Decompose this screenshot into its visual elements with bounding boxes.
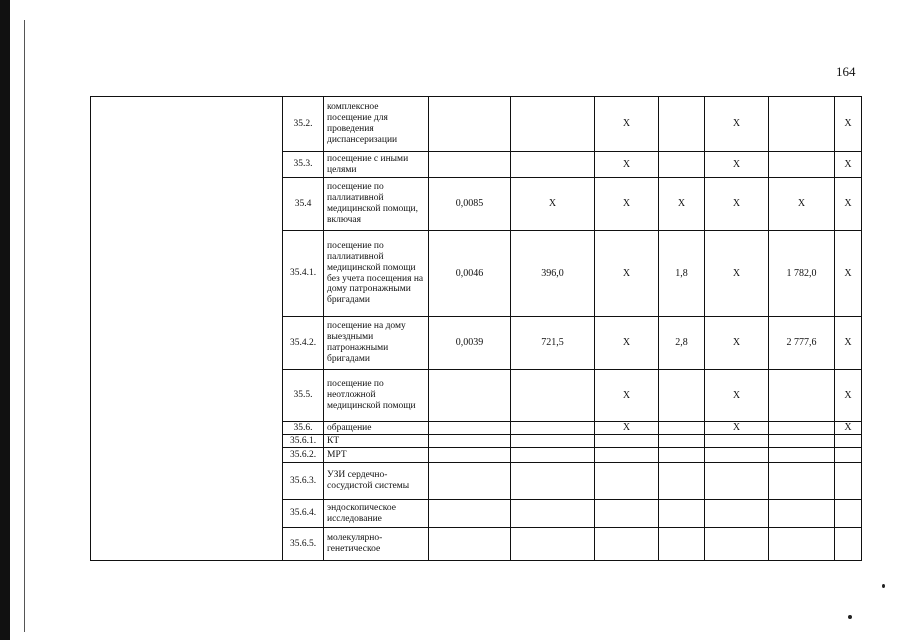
value-cell-7: Х bbox=[835, 317, 862, 370]
norm-volume-cell bbox=[429, 422, 511, 435]
row-number-cell: 35.4.2. bbox=[283, 317, 324, 370]
row-name-cell: МРТ bbox=[324, 448, 429, 463]
norm-volume-cell bbox=[429, 370, 511, 422]
value-cell-4 bbox=[659, 500, 705, 528]
value-cell-3 bbox=[595, 528, 659, 561]
row-number-cell: 35.6. bbox=[283, 422, 324, 435]
norm-cost-cell: 721,5 bbox=[511, 317, 595, 370]
value-cell-6 bbox=[769, 448, 835, 463]
norm-volume-cell bbox=[429, 448, 511, 463]
value-cell-3 bbox=[595, 463, 659, 500]
value-cell-4 bbox=[659, 152, 705, 178]
value-cell-4 bbox=[659, 97, 705, 152]
value-cell-3: Х bbox=[595, 152, 659, 178]
norm-volume-cell bbox=[429, 97, 511, 152]
value-cell-4: Х bbox=[659, 178, 705, 231]
norm-cost-cell bbox=[511, 463, 595, 500]
norm-volume-cell bbox=[429, 152, 511, 178]
value-cell-7 bbox=[835, 435, 862, 448]
value-cell-4 bbox=[659, 448, 705, 463]
value-cell-5: Х bbox=[705, 317, 769, 370]
row-number-cell: 35.2. bbox=[283, 97, 324, 152]
value-cell-6 bbox=[769, 463, 835, 500]
table-body bbox=[91, 97, 862, 561]
value-cell-3: Х bbox=[595, 317, 659, 370]
norm-cost-cell bbox=[511, 448, 595, 463]
norm-cost-cell bbox=[511, 152, 595, 178]
row-name-cell: обращение bbox=[324, 422, 429, 435]
norm-cost-cell bbox=[511, 500, 595, 528]
value-cell-7: Х bbox=[835, 97, 862, 152]
norm-cost-cell: Х bbox=[511, 178, 595, 231]
norm-volume-cell bbox=[429, 500, 511, 528]
value-cell-4 bbox=[659, 463, 705, 500]
scan-speck bbox=[848, 615, 852, 619]
value-cell-6 bbox=[769, 528, 835, 561]
scan-margin-line bbox=[24, 20, 25, 632]
row-number-cell: 35.6.1. bbox=[283, 435, 324, 448]
row-name-cell: комплексное посещение для проведения диспансеризации bbox=[324, 97, 429, 152]
value-cell-7: Х bbox=[835, 231, 862, 317]
norm-volume-cell bbox=[429, 463, 511, 500]
value-cell-6 bbox=[769, 370, 835, 422]
value-cell-5: Х bbox=[705, 231, 769, 317]
row-name-cell: посещение по паллиативной медицинской помощи без учета посещения на дому патронажными бригадами bbox=[324, 231, 429, 317]
value-cell-3: Х bbox=[595, 97, 659, 152]
value-cell-7 bbox=[835, 463, 862, 500]
norm-volume-cell bbox=[429, 435, 511, 448]
value-cell-3 bbox=[595, 448, 659, 463]
value-cell-6: 1 782,0 bbox=[769, 231, 835, 317]
value-cell-5: Х bbox=[705, 97, 769, 152]
value-cell-6 bbox=[769, 435, 835, 448]
scan-speck bbox=[882, 584, 885, 588]
row-number-cell: 35.6.2. bbox=[283, 448, 324, 463]
value-cell-4 bbox=[659, 422, 705, 435]
value-cell-6: Х bbox=[769, 178, 835, 231]
value-cell-3: Х bbox=[595, 178, 659, 231]
value-cell-7 bbox=[835, 500, 862, 528]
norm-cost-cell bbox=[511, 422, 595, 435]
value-cell-7: Х bbox=[835, 152, 862, 178]
value-cell-5 bbox=[705, 435, 769, 448]
value-cell-6 bbox=[769, 422, 835, 435]
value-cell-3: Х bbox=[595, 370, 659, 422]
value-cell-3: Х bbox=[595, 422, 659, 435]
value-cell-5 bbox=[705, 500, 769, 528]
value-cell-6 bbox=[769, 97, 835, 152]
row-name-cell: посещение по неотложной медицинской помощи bbox=[324, 370, 429, 422]
norm-volume-cell: 0,0046 bbox=[429, 231, 511, 317]
value-cell-5: Х bbox=[705, 152, 769, 178]
value-cell-5: Х bbox=[705, 422, 769, 435]
norm-volume-cell: 0,0039 bbox=[429, 317, 511, 370]
value-cell-7 bbox=[835, 528, 862, 561]
norm-cost-cell bbox=[511, 370, 595, 422]
value-cell-4 bbox=[659, 528, 705, 561]
tariff-table bbox=[90, 96, 862, 561]
row-number-cell: 35.6.5. bbox=[283, 528, 324, 561]
scan-edge-left bbox=[0, 0, 10, 640]
value-cell-5 bbox=[705, 448, 769, 463]
norm-cost-cell: 396,0 bbox=[511, 231, 595, 317]
norm-volume-cell bbox=[429, 528, 511, 561]
table-row bbox=[91, 97, 862, 152]
value-cell-7: Х bbox=[835, 422, 862, 435]
value-cell-5: Х bbox=[705, 370, 769, 422]
value-cell-5 bbox=[705, 463, 769, 500]
row-number-cell: 35.4 bbox=[283, 178, 324, 231]
value-cell-3 bbox=[595, 500, 659, 528]
norm-cost-cell bbox=[511, 528, 595, 561]
value-cell-5: Х bbox=[705, 178, 769, 231]
row-number-cell: 35.6.3. bbox=[283, 463, 324, 500]
page-number: 164 bbox=[836, 64, 856, 79]
row-name-cell: КТ bbox=[324, 435, 429, 448]
row-name-cell: УЗИ сердечно-сосудистой системы bbox=[324, 463, 429, 500]
value-cell-7 bbox=[835, 448, 862, 463]
value-cell-7: Х bbox=[835, 370, 862, 422]
value-cell-4 bbox=[659, 370, 705, 422]
row-number-cell: 35.4.1. bbox=[283, 231, 324, 317]
value-cell-6 bbox=[769, 500, 835, 528]
value-cell-5 bbox=[705, 528, 769, 561]
value-cell-3 bbox=[595, 435, 659, 448]
norm-volume-cell: 0,0085 bbox=[429, 178, 511, 231]
row-name-cell: молекулярно-генетическое bbox=[324, 528, 429, 561]
row-name-cell: эндоскопическое исследование bbox=[324, 500, 429, 528]
row-number-cell: 35.6.4. bbox=[283, 500, 324, 528]
row-name-cell: посещение с иными целями bbox=[324, 152, 429, 178]
row-number-cell: 35.3. bbox=[283, 152, 324, 178]
norm-cost-cell bbox=[511, 97, 595, 152]
value-cell-3: Х bbox=[595, 231, 659, 317]
value-cell-4: 1,8 bbox=[659, 231, 705, 317]
value-cell-6: 2 777,6 bbox=[769, 317, 835, 370]
norm-cost-cell bbox=[511, 435, 595, 448]
value-cell-4 bbox=[659, 435, 705, 448]
value-cell-6 bbox=[769, 152, 835, 178]
value-cell-7: Х bbox=[835, 178, 862, 231]
row-number-cell: 35.5. bbox=[283, 370, 324, 422]
value-cell-4: 2,8 bbox=[659, 317, 705, 370]
row-name-cell: посещение на дому выездными патронажными бригадами bbox=[324, 317, 429, 370]
empty-category-cell bbox=[91, 97, 283, 561]
row-name-cell: посещение по паллиативной медицинской помощи, включая bbox=[324, 178, 429, 231]
